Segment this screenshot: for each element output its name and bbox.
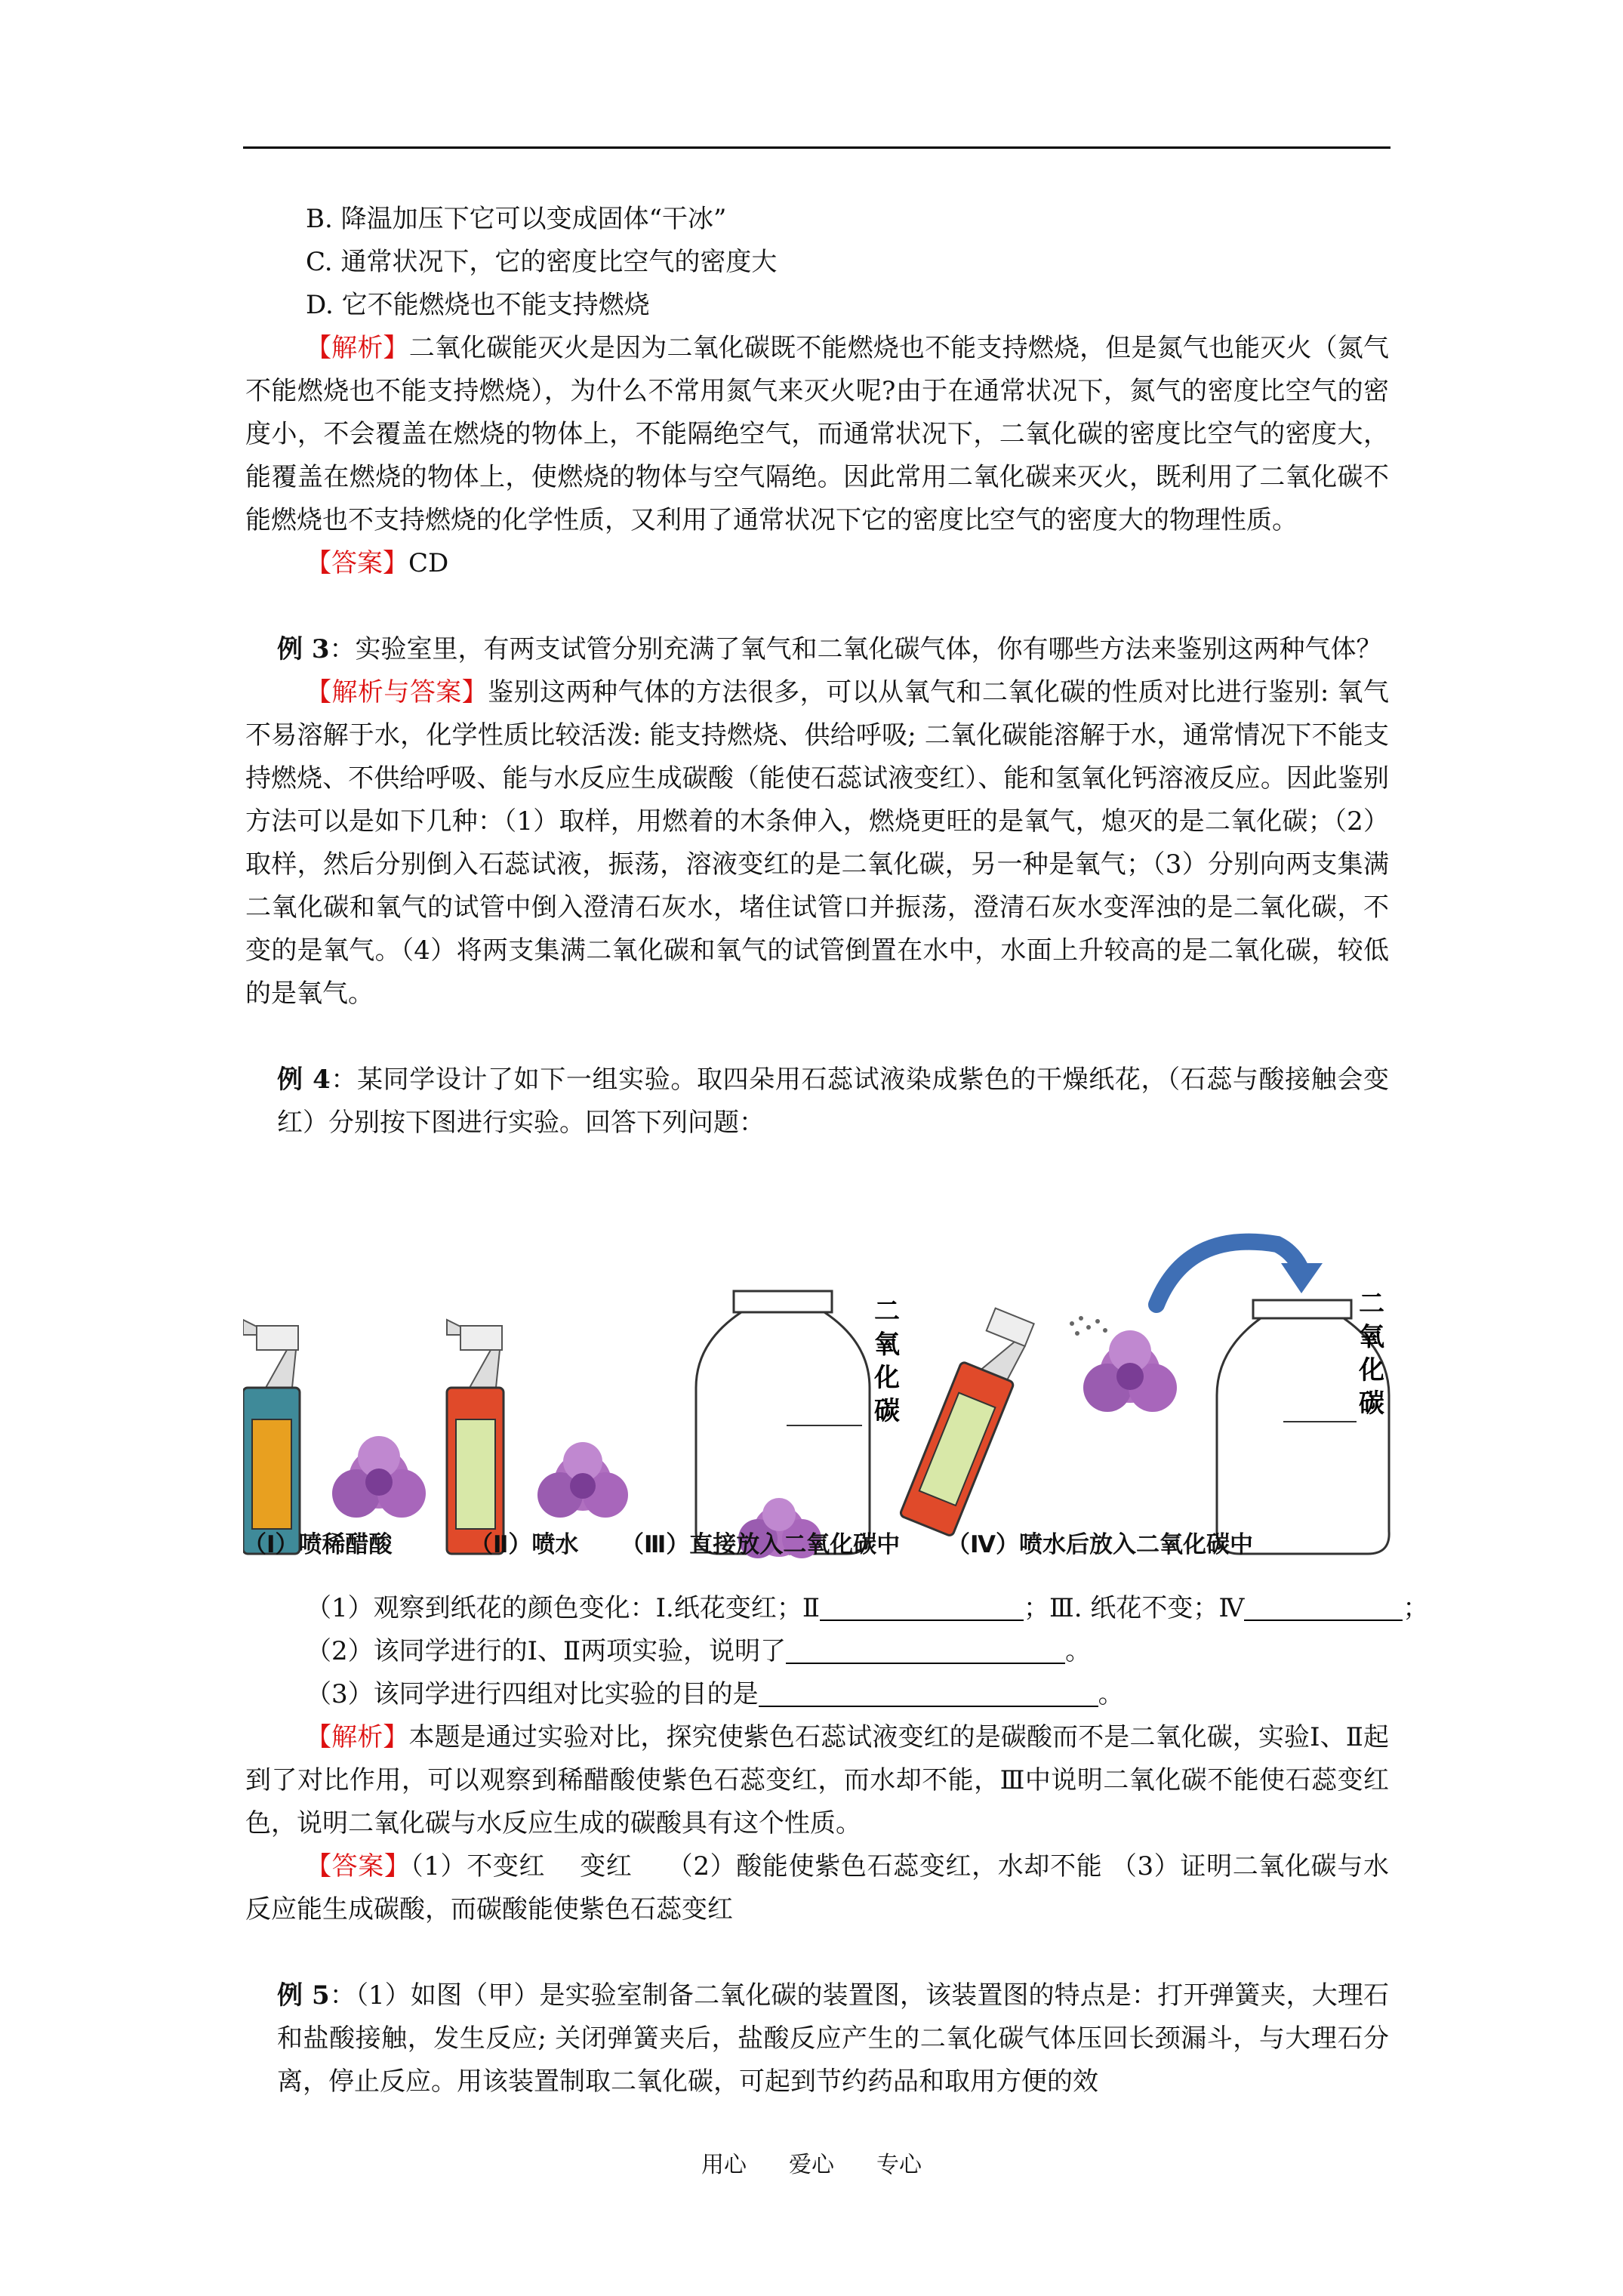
caption-4: （Ⅳ）喷水后放入二氧化碳中 — [947, 1531, 1254, 1558]
ex3-question-text: ：实验室里，有两支试管分别充满了氧气和二氧化碳气体，你有哪些方法来鉴别这两种气体？ — [329, 634, 1382, 664]
option-d: D. 它不能燃烧也不能支持燃烧 — [306, 290, 650, 320]
content-bottom — [245, 1587, 1429, 2103]
footer-1: 用心 — [701, 2152, 747, 2178]
ex5-question — [245, 1974, 1389, 2103]
caption-2: （Ⅱ）喷水 — [470, 1531, 579, 1558]
blank-2 — [1244, 1589, 1403, 1621]
curved-arrow-icon — [1156, 1242, 1323, 1305]
option-b: B. 降温加压下它可以变成固体“干冰” — [306, 204, 727, 234]
footer-3: 专心 — [876, 2152, 922, 2178]
answer-tag: 【答案】 — [306, 1851, 411, 1881]
footer-2: 爱心 — [789, 2152, 834, 2178]
spray-bottle-1-icon — [243, 1320, 300, 1554]
answer-tag: 【答案】 — [306, 548, 408, 578]
analysis-answer-tag: 【解析与答案】 — [306, 677, 488, 707]
ex3-label: 例 3 — [277, 634, 330, 664]
caption-3: （Ⅲ）直接放入二氧化碳中 — [621, 1531, 901, 1558]
ex4-analysis — [245, 1716, 1389, 1845]
experiment-figure — [243, 1222, 1390, 1576]
blank-3 — [786, 1632, 1065, 1664]
ex4-answer-text: （1）不变红 变红 （2）酸能使紫色石蕊变红，水却不能 （3）证明二氧化碳与水反应能生成碳酸，而碳酸能使紫色石蕊变红 — [245, 1851, 1389, 1925]
spray-mist-icon — [1070, 1316, 1107, 1336]
analysis-text: 二氧化碳能灭火是因为二氧化碳既不能燃烧也不能支持燃烧，但是氮气也能灭火（氮气不能燃烧也不能支持燃烧），为什么不常用氮气来灭火呢?由于在通常状况下，氮气的密度比空气的密度小，不会覆盖在燃烧的物体上，不能隔绝空气，而通常状况下，二氧化碳的密度比空气的密度大，能覆盖在燃烧的物体上，使燃烧的物体与空气隔绝。因此常用二氧化碳来灭火，既利用了二氧化碳不能燃烧也不支持燃烧的化学性质，又利用了通常状况下它的密度比空气的密度大的物理性质。 — [245, 333, 1390, 535]
ex4-label: 例 4 — [277, 1065, 331, 1095]
jar-4-label: 二 氧 化 碳 — [1359, 1289, 1384, 1419]
figure-captions — [243, 1525, 1390, 1563]
content-top — [245, 198, 1389, 1145]
jar-3-label: 二 氧 化 碳 — [874, 1296, 900, 1426]
ex3-analysis-text: 鉴别这两种气体的方法很多，可以从氧气和二氧化碳的性质对比进行鉴别: 氧气不易溶解于水，化学性质比较活泼: 能支持燃烧、供给呼吸; 二氧化碳能溶解于水，通常情况下不能支持燃烧、不供给呼吸、能与水反应生成碳酸（能使石蕊试液变红）、能和氢氧化钙溶液反应。因此鉴别方法可以是如下几种：（1）取样，用燃着的木条伸入，燃烧更旺的是氧气，熄灭的是二氧化碳；（2）取样，然后分别倒入石蕊试液，振荡，溶液变红的是二氧化碳，另一种是氧气；（3）分别向两支集满二氧化碳和氧气的试管中倒入澄清石灰水，堵住试管口并振荡，澄清石灰水变浑浊的是二氧化碳，不变的是氧气。（4）将两支集满二氧化碳和氧气的试管倒置在水中，水面上升较高的是二氧化碳，较低的是氧气。 — [245, 677, 1389, 1009]
page-footer — [0, 2146, 1623, 2179]
blank-4 — [759, 1675, 1098, 1707]
ex4-analysis-text: 本题是通过实验对比，探究使紫色石蕊试液变红的是碳酸而不是二氧化碳，实验Ⅰ、Ⅱ起到了对比作用，可以观察到稀醋酸使紫色石蕊变红，而水却不能，Ⅲ中说明二氧化碳不能使石蕊变红色，说明二氧化碳与水反应生成的碳酸具有这个性质。 — [245, 1722, 1390, 1838]
caption-1: （Ⅰ）喷稀醋酸 — [243, 1531, 393, 1558]
flower-1-icon — [332, 1436, 426, 1518]
ex5-text: ：（1）如图（甲）是实验室制备二氧化碳的装置图，该装置图的特点是：打开弹簧夹，大理石和盐酸接触，发生反应; 关闭弹簧夹后，盐酸反应产生的二氧化碳气体压回长颈漏斗，与大理石分离，停止反应。用该装置制取二氧化碳，可起到节约药品和取用方便的效 — [277, 1980, 1389, 2097]
spray-bottle-2-icon — [447, 1320, 504, 1554]
ex4-q3: （3）该同学进行四组对比实验的目的是 。 — [245, 1673, 1389, 1716]
analysis-tag: 【解析】 — [306, 333, 409, 363]
ex4-answer — [245, 1845, 1389, 1931]
ex4-question-text: ：某同学设计了如下一组实验。取四朵用石蕊试液染成紫色的干燥纸花，（石蕊与酸接触会变红）分别按下图进行实验。回答下列问题： — [277, 1065, 1389, 1138]
spray-bottle-4-icon — [900, 1304, 1038, 1536]
ex2-analysis — [245, 327, 1389, 542]
experiment-illustration — [243, 1222, 1390, 1576]
analysis-tag: 【解析】 — [306, 1722, 409, 1752]
flower-2-icon — [537, 1442, 628, 1518]
blank-1 — [820, 1589, 1024, 1621]
ex4-q1: （1）观察到纸花的颜色变化：Ⅰ.纸花变红；Ⅱ ；Ⅲ. 纸花不变；Ⅳ ； — [245, 1587, 1389, 1630]
header-rule — [243, 146, 1390, 149]
ex4-q2: （2）该同学进行的Ⅰ、Ⅱ两项实验，说明了 。 — [245, 1630, 1389, 1673]
ex4-question — [245, 1059, 1389, 1145]
option-c: C. 通常状况下，它的密度比空气的密度大 — [306, 247, 778, 277]
answer-text: CD — [408, 548, 449, 578]
ex2-answer — [245, 542, 1389, 585]
ex3-question — [245, 628, 1389, 671]
flower-4-icon — [1083, 1330, 1177, 1412]
ex3-analysis — [245, 671, 1389, 1015]
ex5-label: 例 5 — [277, 1980, 330, 2011]
